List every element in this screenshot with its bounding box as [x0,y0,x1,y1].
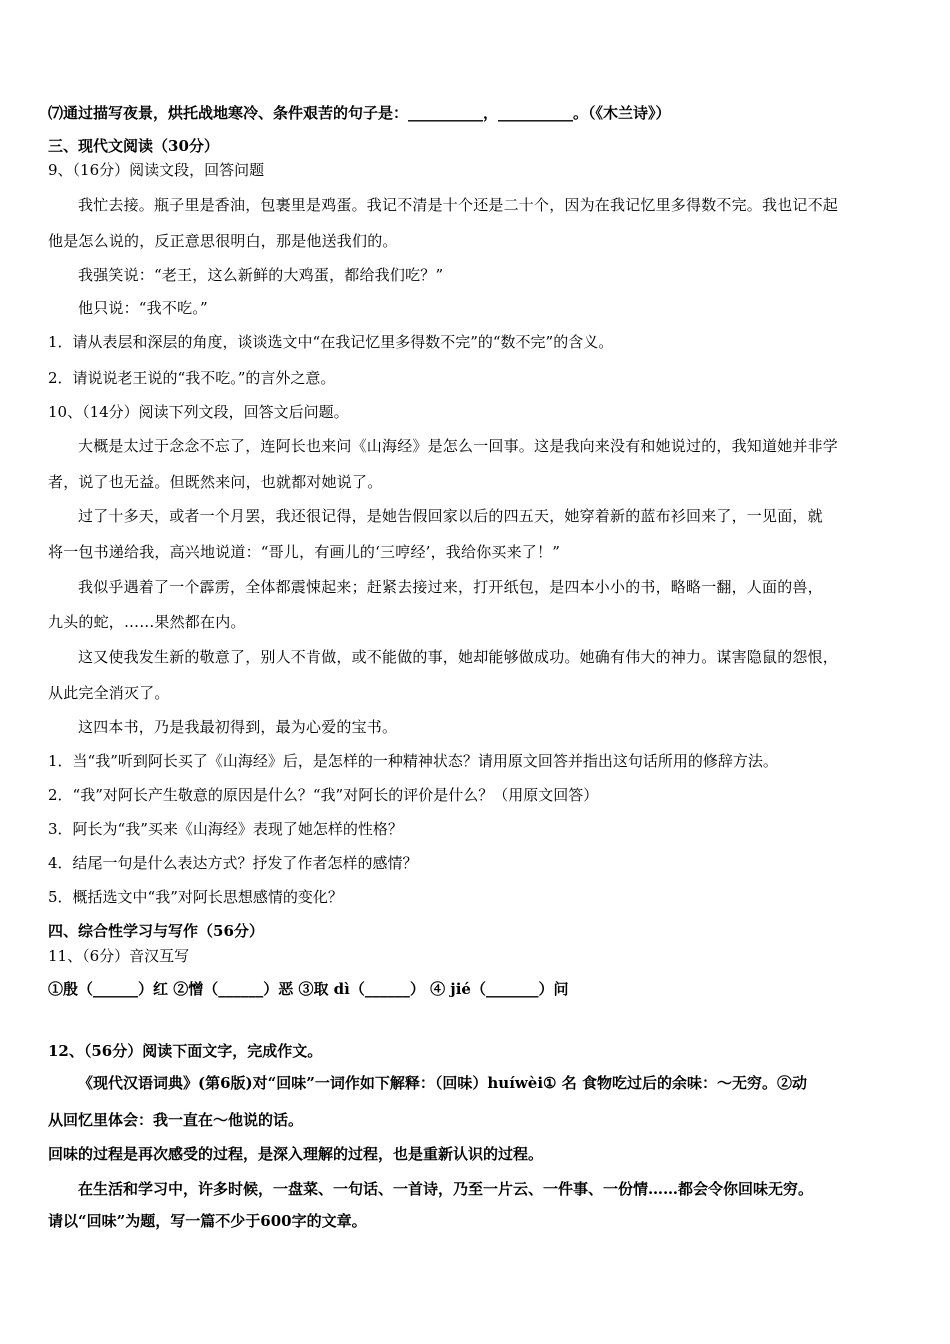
passage-2-para-1-cont: 者，说了也无益。但既然来问，也就都对她说了。 [48,473,383,491]
passage-1-para-3: 他只说：“我不吃。” [78,299,208,317]
section-4-heading: 四、综合性学习与写作（56分） [48,922,264,940]
passage-1-para-1-cont: 他是怎么说的，反正意思很明白，那是他送我们的。 [48,232,398,250]
passage-2-para-1: 大概是太过于念念不忘了，连阿长也来问《山海经》是怎么一回事。这是我向来没有和她说过的，我知道她并非学 [78,437,839,455]
passage-1-para-2: 我强笑说：“老王，这么新鲜的大鸡蛋，都给我们吃？” [78,266,444,284]
q10-sub-3: 3．阿长为“我”买来《山海经》表现了她怎样的性格？ [48,820,403,838]
q9-sub-2: 2．请说说老王说的“我不吃。”的言外之意。 [48,369,336,387]
essay-prompt-para-1-cont: 从回忆里体会：我一直在～他说的话。 [48,1111,304,1129]
q10-sub-2: 2．“我”对阿长产生敬意的原因是什么？“我”对阿长的评价是什么？（用原文回答） [48,786,599,804]
q9-sub-1: 1．请从表层和深层的角度，谈谈选文中“在我记忆里多得数不完”的“数不完”的含义。 [48,333,614,351]
question-11-items: ①殷（______）红 ②憎（______）恶 ③取 dì（______） ④ jié（_______）问 [48,980,569,998]
passage-2-para-3-cont: 九头的蛇，……果然都在内。 [48,613,246,631]
question-9-heading: 9、（16分）阅读文段，回答问题 [48,161,265,179]
essay-prompt-para-3: 在生活和学习中，许多时候，一盘菜、一句话、一首诗，乃至一片云、一件事、一份情……都会令你回味无穷。 [78,1180,814,1198]
essay-prompt-para-1: 《现代汉语词典》(第6版)对“回味”一词作如下解释：（回味）huíwèi① 名 食物吃过后的余味：～无穷。②动 [78,1074,807,1092]
passage-2-para-2-cont: 将一包书递给我，高兴地说道：“哥儿，有画儿的‘三哼经’，我给你买来了！” [48,543,561,561]
passage-1-para-1: 我忙去接。瓶子里是香油，包裹里是鸡蛋。我记不清是十个还是二十个，因为在我记忆里多得数不完。我也记不起 [78,196,839,214]
essay-prompt-instruction: 请以“回味”为题，写一篇不少于600字的文章。 [48,1212,367,1230]
q10-sub-5: 5．概括选文中“我”对阿长思想感情的变化？ [48,888,343,906]
question-10-heading: 10、（14分）阅读下列文段，回答文后问题。 [48,403,349,421]
passage-2-para-5: 这四本书，乃是我最初得到，最为心爱的宝书。 [78,718,398,736]
q10-sub-4: 4．结尾一句是什么表达方式？抒发了作者怎样的感情？ [48,854,418,872]
passage-2-para-4-cont: 从此完全消灭了。 [48,684,170,702]
question-11-heading: 11、（6分）音汉互写 [48,947,190,965]
section-3-heading: 三、现代文阅读（30分） [48,137,219,155]
passage-2-para-4: 这又使我发生新的敬意了，别人不肯做，或不能做的事，她却能够做成功。她确有伟大的神力。谋害隐鼠的怨恨， [78,648,839,666]
passage-2-para-3: 我似乎遇着了一个霹雳，全体都震悚起来；赶紧去接过来，打开纸包，是四本小小的书，略略一翻，人面的兽， [78,578,823,596]
question-7-line: ⑺通过描写夜景，烘托战地寒冷、条件艰苦的句子是：__________，__________。（《木兰诗》） [48,104,671,122]
q10-sub-1: 1．当“我”听到阿长买了《山海经》后，是怎样的一种精神状态？请用原文回答并指出这句话所用的修辞方法。 [48,752,778,770]
question-12-heading: 12、（56分）阅读下面文字，完成作文。 [48,1042,323,1060]
essay-prompt-para-2: 回味的过程是再次感受的过程，是深入理解的过程，也是重新认识的过程。 [48,1145,544,1163]
passage-2-para-2: 过了十多天，或者一个月罢，我还很记得，是她告假回家以后的四五天，她穿着新的蓝布衫回来了，一见面，就 [78,507,823,525]
